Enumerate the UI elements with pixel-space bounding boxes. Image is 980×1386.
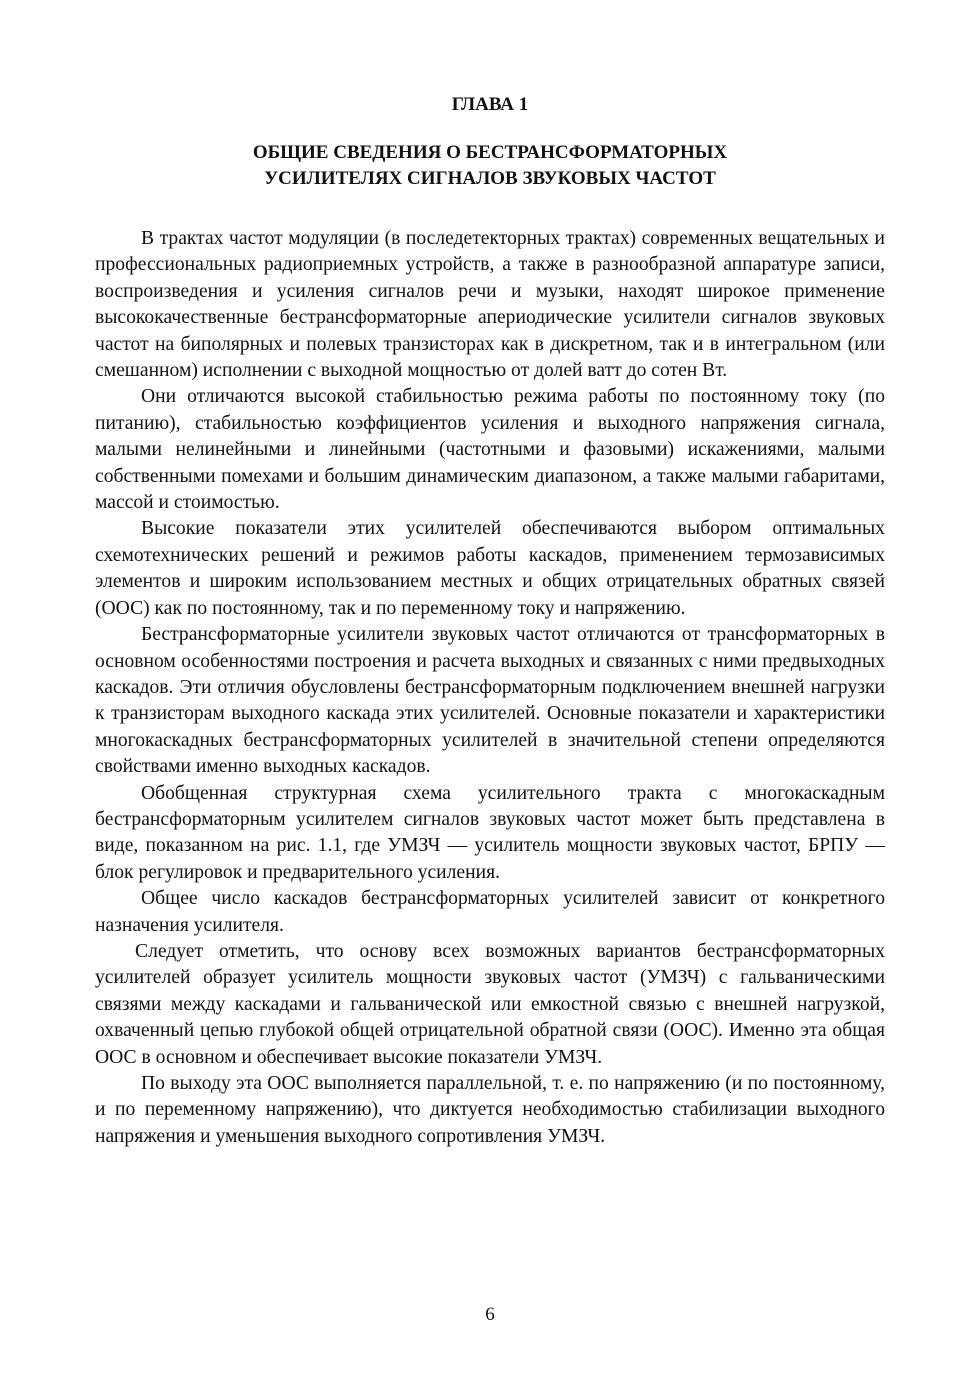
chapter-title-line-2: УСИЛИТЕЛЯХ СИГНАЛОВ ЗВУКОВЫХ ЧАСТОТ <box>264 168 716 189</box>
paragraph-4: Бестрансформаторные усилители звуковых частот отличаются от трансформаторных в основном особенностями построения и расчета выходных и связанных с ними предвыходных каскадов. Эти отличия обусловлены бестрансформаторным подключением внешней нагрузки к транзисторам выходного каскада этих усилителей. Основные показатели и характеристики многокаскадных бестрансформаторных усилителей в значительной степени определяются свойствами именно выходных каскадов. <box>95 624 885 778</box>
paragraph-7: Следует отметить, что основу всех возможных вариантов бестрансформаторных усилителей образует усилитель мощности звуковых частот (УМЗЧ) с гальваническими связями между каскадами и гальванической или емкостной связью с внешней нагрузкой, охваченный цепью глубокой общей отрицательной обратной связи (ООС). Именно эта общая ООС в основном и обеспечивает высокие показатели УМЗЧ. <box>95 940 885 1068</box>
paragraph-1: В трактах частот модуляции (в последетекторных трактах) современных вещательных и профессиональных радиоприемных устройств, а также в разнообразной аппаратуре записи, воспроизведения и усиления сигналов речи и музыки, находят широкое применение высококачественные бестрансформаторные апериодические усилители сигналов звуковых частот на биполярных и полевых транзисторах как в дискретном, так и в интегральном (или смешанном) исполнении с выходной мощностью от долей ватт до сотен Вт. <box>95 228 885 382</box>
paragraph-3: Высокие показатели этих усилителей обеспечиваются выбором оптимальных схемотехнических решений и режимов работы каскадов, применением термозависимых элементов и широким использованием местных и общих отрицательных обратных связей (ООС) как по постоянному, так и по переменному току и напряжению. <box>95 518 885 619</box>
paragraph-6: Общее число каскадов бестрансформаторных усилителей зависит от конкретного назначения усилителя. <box>95 888 885 936</box>
page-number: 6 <box>485 1304 495 1325</box>
chapter-title <box>95 140 885 192</box>
paragraph-2: Они отличаются высокой стабильностью режима работы по постоянному току (по питанию), стабильностью коэффициентов усиления и выходного напряжения сигнала, малыми нелинейными и линейными (частотными и фазовыми) искажениями, малыми собственными помехами и большим динамическим диапазоном, а также малыми габаритами, массой и стоимостью. <box>95 386 885 514</box>
chapter-heading: ГЛАВА 1 <box>451 94 529 115</box>
paragraph-8: По выходу эта ООС выполняется параллельной, т. е. по напряжению (и по постоянному, и по переменному напряжению), что диктуется необходимостью стабилизации выходного напряжения и уменьшения выходного сопротивления УМЗЧ. <box>95 1073 885 1147</box>
page-content <box>95 92 885 1150</box>
chapter-title-line-1: ОБЩИЕ СВЕДЕНИЯ О БЕСТРАНСФОРМАТОРНЫХ <box>252 142 728 163</box>
paragraph-5: Обобщенная структурная схема усилительного тракта с многокаскадным бестрансформаторным усилителем сигналов звуковых частот может быть представлена в виде, показанном на рис. 1.1, где УМЗЧ — усилитель мощности звуковых частот, БРПУ — блок регулировок и предварительного усиления. <box>95 782 885 883</box>
